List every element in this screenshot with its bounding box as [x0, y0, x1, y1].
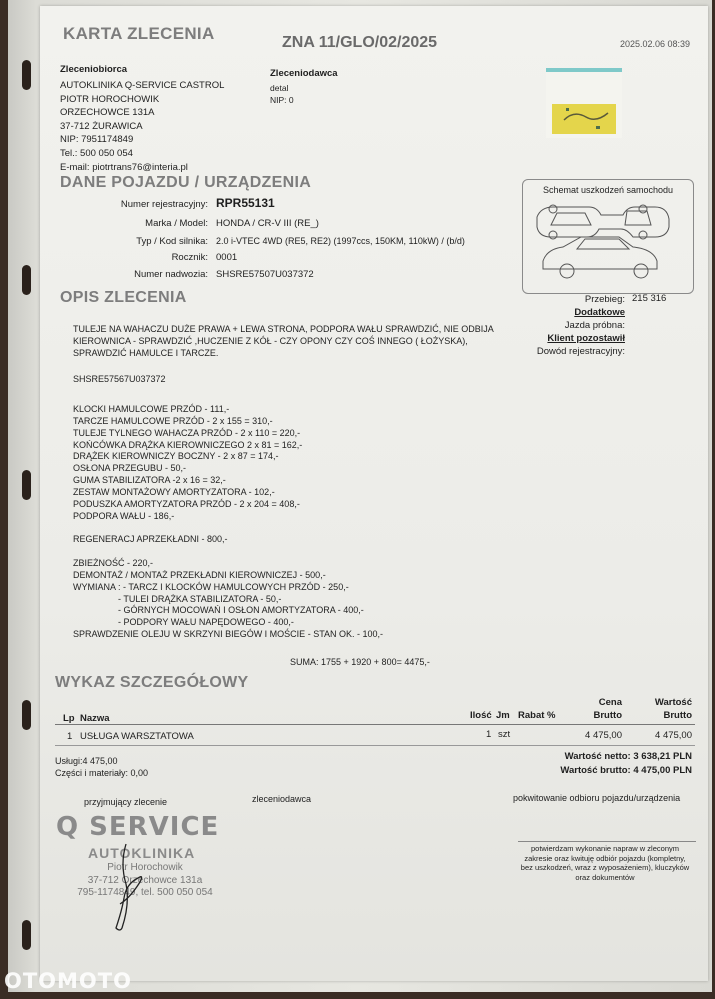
order-line [73, 392, 494, 404]
damage-schema-title: Schemat uszkodzeń samochodu [542, 185, 674, 195]
order-line: WYMIANA : - TARCZ I KLOCKÓW HAMULCOWYCH PRZÓD - 250,- [73, 581, 349, 592]
company-stamp [56, 812, 236, 922]
table-row-rule [55, 745, 695, 746]
order-line: DEMONTAŻ / MONTAŻ PRZEKŁADNI KIEROWNICZEJ - 500,- [73, 569, 326, 580]
order-line: KIEROWNICA - SPRAWDZIĆ ,HUCZENIE Z KÓŁ - CZY OPONY CZY COŚ INNEGO ( ŁOŻYSKA), [73, 335, 468, 346]
client-line: NIP: 0 [270, 95, 294, 105]
order-card [40, 6, 708, 981]
row-unit: szt [498, 729, 511, 740]
side-info-labels [520, 293, 625, 358]
order-line: KOŃCÓWKA DRĄŻKA KIEROWNICZEGO 2 x 81 = 162,- [73, 439, 303, 450]
damage-schema-box [522, 179, 694, 294]
stamp-name: AUTOKLINIKA [88, 845, 196, 861]
qr-sticker [546, 68, 622, 138]
vehicle-vin: SHSRE57507U037372 [216, 269, 314, 280]
watermark-logo: OTOMOTO [4, 969, 132, 993]
col-price: Cena Brutto [593, 697, 622, 721]
net-total: Wartość netto: 3 638,21 PLN [564, 751, 692, 762]
vehicle-make: HONDA / CR-V III (RE_) [216, 218, 319, 229]
vehicle-label: Rocznik: [171, 252, 208, 263]
contractor-line: AUTOKLINIKA Q-SERVICE CASTROL [60, 80, 225, 91]
card-title: KARTA ZLECENIA [63, 24, 215, 43]
col-lp: Lp [63, 713, 75, 724]
vehicle-label: Numer rejestracyjny: [120, 199, 208, 210]
timestamp: 2025.02.06 08:39 [620, 39, 691, 49]
row-qty: 1 [486, 729, 492, 740]
order-line: DRĄŻEK KIEROWNICZY BOCZNY - 2 x 87 = 174,- [73, 451, 279, 462]
row-name: USŁUGA WARSZTATOWA [80, 731, 194, 742]
contractor-line: ORZECHOWCE 131A [60, 107, 155, 119]
mileage-value: 215 316 [632, 293, 667, 304]
summary-left [55, 755, 148, 779]
contractor-line: E-mail: piotrtrans76@interia.pl [60, 161, 188, 173]
order-line: PODUSZKA AMORTYZATORA PRZÓD - 2 x 204 = 408,- [73, 498, 300, 509]
col-name: Nazwa [80, 713, 110, 724]
order-line: PODPORA WAŁU - 186,- [73, 510, 175, 521]
client-block [270, 82, 294, 106]
row-price: 4 475,00 [585, 730, 622, 741]
contractor-line: Tel.: 500 050 054 [60, 147, 133, 159]
order-line: SPRAWDZENIE OLEJU W SKRZYNI BIEGÓW I MOŚCIE - STAN OK. - 100,- [73, 629, 384, 640]
vehicle-label: Typ / Kod silnika: [136, 236, 208, 247]
punch-hole [22, 470, 31, 500]
order-line: KLOCKI HAMULCOWE PRZÓD - 111,- [73, 404, 230, 415]
col-qty: Ilość [470, 710, 492, 721]
order-number: ZNA 11/GLO/02/2025 [282, 34, 438, 51]
handwritten-signature [96, 842, 156, 932]
mileage-label: Przebieg: [584, 294, 625, 305]
order-line: REGENERACJ APRZEKŁADNI - 800,- [73, 534, 228, 545]
signature-receiver: przyjmujący zlecenie [84, 797, 168, 807]
order-line: - TULEI DRĄŻKA STABILIZATORA - 50,- [73, 593, 282, 604]
punch-hole [22, 265, 31, 295]
pickup-note: potwierdzam wykonanie napraw w zleconym zakresie oraz kwituję odbiór pojazdu (kompletny, bez uszkodzeń, wraz z wyposażeniem), kluczyków oraz dokumentów [520, 844, 690, 882]
order-line: SHSRE57567U037372 [73, 374, 166, 385]
punch-hole [22, 700, 31, 730]
stamp-brand: Q SERVICE [56, 812, 220, 842]
gross-total: Wartość brutto: 4 475,00 PLN [560, 765, 692, 776]
vehicle-label: Marka / Model: [145, 218, 208, 229]
services-total: Usługi:4 475,00 [55, 756, 118, 766]
order-line: ZBIEŻNOŚĆ - 220,- [73, 558, 154, 569]
contractor-line: PIOTR HOROCHOWIK [60, 93, 160, 105]
registration-label: Dowód rejestracyjny: [536, 346, 625, 357]
vehicle-label: Numer nadwozia: [134, 269, 208, 280]
order-line: TARCZE HAMULCOWE PRZÓD - 2 x 155 = 310,- [73, 415, 273, 426]
contractor-label: Zleceniobiorca [60, 64, 128, 75]
order-line: GUMA STABILIZATORA -2 x 16 = 32,- [73, 475, 226, 486]
order-line: SPRAWDZIĆ HAMULCE I TARCZE. [73, 347, 219, 358]
client-line: detal [270, 83, 289, 93]
order-sum: SUMA: 1755 + 1920 + 800= 4475,- [290, 657, 430, 667]
order-line: TULEJE NA WAHACZU DUŻE PRAWA + LEWA STRONA, PODPORA WAŁU SPRAWDZIĆ, NIE ODBIJA [73, 324, 494, 334]
punch-hole [22, 60, 31, 90]
client-left-label: Klient pozostawił [547, 333, 625, 344]
test-drive-label: Jazda próbna: [564, 320, 625, 331]
row-value: 4 475,00 [655, 730, 692, 741]
contractor-block [60, 79, 224, 174]
vehicle-plate: RPR55131 [216, 196, 275, 210]
parts-total: Części i materiały: 0,00 [55, 768, 149, 778]
col-unit: Jm [496, 710, 510, 721]
order-line: ZESTAW MONTAŻOWY AMORTYZATORA - 102,- [73, 486, 275, 497]
vehicle-section-title: DANE POJAZDU / URZĄDZENIA [60, 174, 312, 191]
car-outline-icon [523, 195, 693, 285]
order-line: OSŁONA PRZEGUBU - 50,- [73, 463, 187, 474]
punch-hole [22, 920, 31, 950]
order-line: TULEJE TYLNEGO WAHACZA PRZÓD - 2 x 110 = 220,- [73, 427, 301, 438]
order-section-title: OPIS ZLECENIA [60, 289, 187, 306]
order-line: - GÓRNYCH MOCOWAŃ I OSŁON AMORTYZATORA - 400,- [73, 605, 364, 616]
vehicle-year: 0001 [216, 252, 238, 263]
order-description [73, 324, 494, 641]
pickup-signature-line [518, 841, 696, 842]
table-header-rule [55, 724, 695, 725]
order-line [73, 360, 494, 372]
client-label: Zleceniodawca [270, 68, 338, 79]
contractor-line: 37-712 ŻURAWICA [60, 120, 143, 132]
signature-pickup: pokwitowanie odbioru pojazdu/urządzenia [513, 793, 681, 803]
contractor-line: NIP: 7951174849 [60, 134, 134, 146]
details-section-title: WYKAZ SZCZEGÓŁOWY [55, 674, 249, 691]
col-value: Wartość Brutto [654, 697, 692, 721]
order-line: - PODPORY WAŁU NAPĘDOWEGO - 400,- [73, 617, 294, 628]
signature-client: zleceniodawca [252, 794, 312, 804]
order-line [73, 546, 494, 558]
stamp-address: Piotr Horochowik 37-712 Orzechowce 131a 795-1174849, tel. 500 050 054 [77, 862, 213, 898]
col-discount: Rabat % [518, 710, 556, 721]
additional-label: Dodatkowe [574, 307, 625, 318]
row-lp: 1 [67, 731, 73, 742]
vehicle-engine: 2.0 i-VTEC 4WD (RE5, RE2) (1997ccs, 150KM, 110kW) / (b/d) [216, 236, 465, 246]
order-line [73, 523, 494, 535]
